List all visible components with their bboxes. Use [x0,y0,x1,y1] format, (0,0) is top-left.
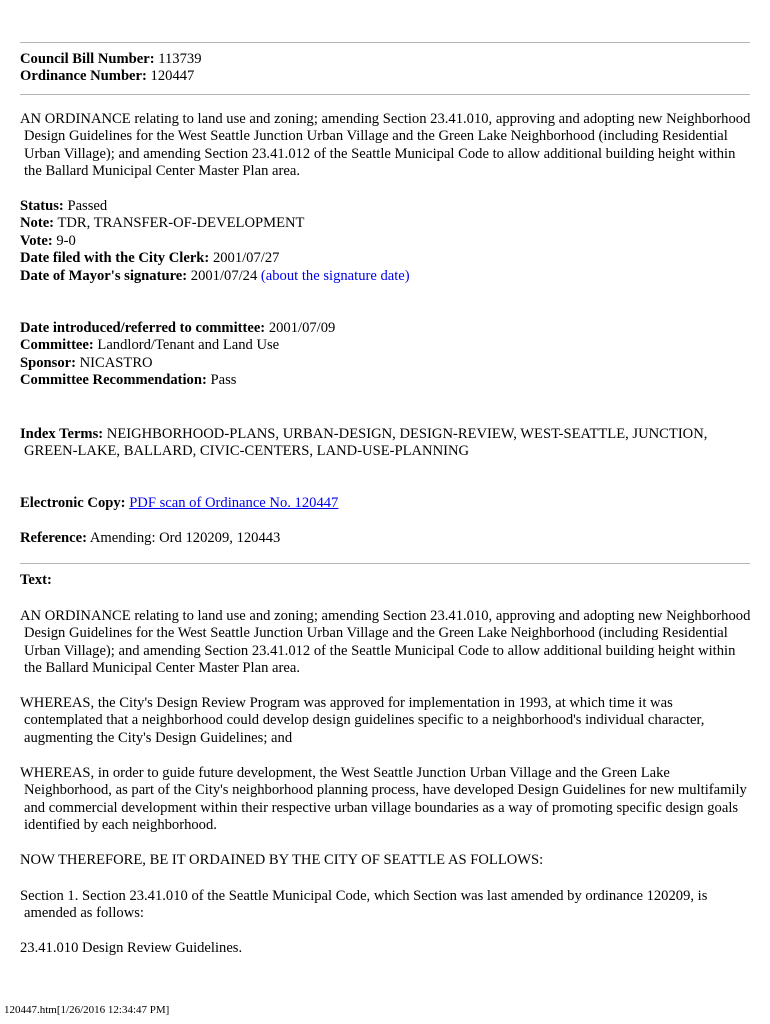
council-bill-line [20,51,750,68]
reference-label: Reference: [20,530,87,546]
recommendation-value: Pass [210,372,237,389]
print-footer: 120447.htm[1/26/2016 12:34:47 PM] [4,1004,170,1016]
committee-block [20,320,750,390]
sponsor-label: Sponsor: [20,354,76,371]
status-block [20,198,750,285]
text-label: Text: [20,572,52,588]
committee-label: Committee: [20,337,94,354]
top-divider [20,42,750,43]
recommendation-label: Committee Recommendation: [20,372,207,389]
index-terms-label: Index Terms: [20,426,104,442]
sponsor-line [20,355,750,372]
pdf-scan-link[interactable]: PDF scan of Ordinance No. 120447 [129,495,339,511]
text-paragraph-6: 23.41.010 Design Review Guidelines. [20,940,243,956]
vote-value: 9-0 [56,232,76,249]
text-paragraph-1: AN ORDINANCE relating to land use and zoning; amending Section 23.41.010, approving and adopting new Neighborhood Design Guidelines for the West Seattle Junction Urban Village and the Green Lake Neighborhood (including Residential Urban Village); and amending Section 23.41.012 of the Seattle Municipal Code to allow additional building height within the Ballard Municipal Center Master Plan area. [20,608,751,677]
status-value: Passed [67,198,108,214]
status-label: Status: [20,198,64,214]
index-terms [20,426,754,461]
ordinance-line [20,68,750,85]
sponsor-value: NICASTRO [79,354,153,371]
committee-value: Landlord/Tenant and Land Use [97,337,280,354]
introduced-line [20,320,750,337]
reference-line [20,530,750,547]
mayor-signature-line [20,268,750,285]
vote-line [20,233,750,250]
bill-header [20,51,750,86]
note-label: Note: [20,215,55,232]
filed-label: Date filed with the City Clerk: [20,250,210,267]
text-heading [20,572,750,589]
note-line [20,215,750,232]
text-paragraph-4: NOW THEREFORE, BE IT ORDAINED BY THE CITY OF SEATTLE AS FOLLOWS: [20,852,544,868]
ordinance-title: AN ORDINANCE relating to land use and zoning; amending Section 23.41.010, approving and adopting new Neighborhood Design Guidelines for the West Seattle Junction Urban Village and the Green Lake Neighborhood (including Residential Urban Village); and amending Section 23.41.012 of the Seattle Municipal Code to allow additional building height within the Ballard Municipal Center Master Plan area. [20,111,751,180]
header-divider [20,94,750,95]
mayor-signature-label: Date of Mayor's signature: [20,267,188,284]
council-bill-value: 113739 [158,51,202,67]
filed-line [20,250,750,267]
text-paragraph-3: WHEREAS, in order to guide future development, the West Seattle Junction Urban Village and the Green Lake Neighborhood, as part of the City's neighborhood planning process, have developed Design Guidelines for new multifamily and commercial development within their respective urban village boundaries as a way of promoting specific design goals identified by each neighborhood. [20,765,747,834]
ordinance-value: 120447 [150,68,195,85]
committee-line [20,337,750,354]
signature-date-link[interactable]: (about the signature date) [260,267,410,284]
mayor-signature-value: 2001/07/24 [190,267,258,284]
text-divider [20,563,750,564]
recommendation-line [20,372,750,389]
electronic-copy-line [20,495,750,512]
filed-value: 2001/07/27 [212,250,280,267]
status-line [20,198,750,215]
electronic-copy-label: Electronic Copy: [20,495,126,511]
council-bill-label: Council Bill Number: [20,51,155,67]
reference-value: Amending: Ord 120209, 120443 [89,530,281,546]
note-value: TDR, TRANSFER-OF-DEVELOPMENT [57,215,305,232]
text-paragraph-2: WHEREAS, the City's Design Review Program was approved for implementation in 1993, at which time it was contemplated that a neighborhood could develop design guidelines specific to a neighborhood's individual character, augmenting the City's Design Guidelines; and [20,695,705,746]
introduced-value: 2001/07/09 [268,320,336,336]
text-paragraph-5: Section 1. Section 23.41.010 of the Seattle Municipal Code, which Section was last amended by ordinance 120209, is amended as follows: [20,888,708,922]
index-terms-value: NEIGHBORHOOD-PLANS, URBAN-DESIGN, DESIGN-REVIEW, WEST-SEATTLE, JUNCTION, GREEN-LAKE, BALLARD, CIVIC-CENTERS, LAND-USE-PLANNING [24,426,708,460]
introduced-label: Date introduced/referred to committee: [20,320,266,336]
vote-label: Vote: [20,232,53,249]
ordinance-label: Ordinance Number: [20,68,147,85]
